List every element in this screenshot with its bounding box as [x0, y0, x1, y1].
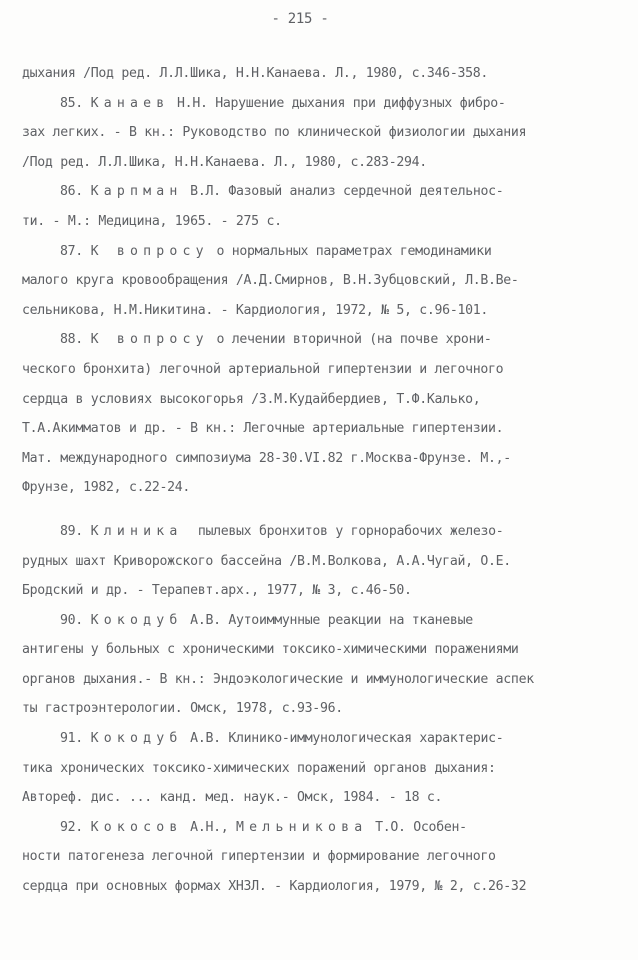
text-line: сердца в условиях высокогорья /З.М.Кудайбердиев, Т.Ф.Калько, [22, 391, 481, 407]
entry-first-line [22, 177, 618, 207]
entry-text-second: Т.О. Особен- [367, 819, 467, 835]
reference-list [22, 59, 618, 902]
entry-number: 91. [60, 731, 83, 747]
entry-number: 88. [60, 332, 83, 348]
entry-number: 92. [60, 819, 83, 835]
entry-number: 89. [60, 523, 83, 539]
entry-author: Кокосов [90, 819, 183, 835]
entry-text: А.Н., [182, 819, 237, 835]
entry-first-line [22, 813, 618, 843]
text-line: сельникова, Н.М.Никитина. - Кардиология, 1972, № 5, с.96-101. [22, 302, 489, 318]
text-line: зах легких. - В кн.: Руководство по клинической физиологии дыхания [22, 125, 527, 141]
entry-author: Канаев [90, 95, 170, 111]
entry-text: А.В. Аутоиммунные реакции на тканевые [182, 612, 473, 628]
entry-number: 85. [60, 95, 83, 111]
entry-author: К вопросу [90, 243, 209, 259]
text-line: ности патогенеза легочной гипертензии и формирование легочного [22, 849, 496, 865]
entry-text: о нормальных параметрах гемодинамики [208, 243, 492, 259]
text-line: Мат. международного симпозиума 28-30.VI.82 г.Москва-Фрунзе. М.,- [22, 450, 511, 466]
entry-first-line [22, 89, 618, 119]
text-line: дыхания /Под ред. Л.Л.Шика, Н.Н.Канаева. Л., 1980, с.346-358. [22, 66, 489, 81]
text-line: малого круга кровообращения /А.Д.Смирнов, В.Н.Зубцовский, Л.В.Ве- [22, 273, 519, 289]
text-line: Автореф. дис. ... канд. мед. наук.- Омск, 1984. - 18 с. [22, 790, 443, 806]
entry-first-line [22, 237, 618, 267]
entry-first-line [22, 517, 618, 547]
text-line: органов дыхания.- В кн.: Эндоэкологические и иммунологические аспек [22, 671, 534, 687]
text-line: ты гастроэнтерологии. Омск, 1978, с.93-96. [22, 701, 343, 717]
spacer [22, 503, 618, 517]
entry-number: 86. [60, 184, 83, 200]
entry-text: А.В. Клинико-иммунологическая характерис- [182, 731, 504, 747]
entry-author-second: Мельникова [236, 819, 368, 835]
entry-first-line [22, 606, 618, 636]
entry-author: Карпман [90, 184, 183, 200]
text-line: антигены у больных с хроническими токсико-химическими поражениями [22, 642, 519, 658]
entry-text: о лечении вторичной (на почве хрони- [208, 332, 492, 348]
text-line: ти. - М.: Медицина, 1965. - 275 с. [22, 213, 282, 229]
entry-number: 90. [60, 612, 83, 628]
entry-author: К вопросу [90, 332, 209, 348]
text-line: ческого бронхита) легочной артериальной гипертензии и легочного [22, 361, 504, 377]
entry-first-line [22, 325, 618, 355]
text-line: тика хронических токсико-химических поражений органов дыхания: [22, 760, 496, 776]
entry-first-line [22, 724, 618, 754]
entry-author: Клиника [90, 523, 183, 539]
text-line: Бродский и др. - Терапевт.арх., 1977, № 3, с.46-50. [22, 583, 412, 599]
entry-author: Кокодуб [90, 731, 183, 747]
text-line: рудных шахт Криворожского бассейна /В.М.Волкова, А.А.Чугай, О.Е. [22, 553, 511, 569]
entry-text: Н.Н. Нарушение дыхания при диффузных фибро- [169, 95, 506, 111]
text-line: сердца при основных формах ХНЗЛ. - Кардиология, 1979, № 2, с.26-32 [22, 879, 527, 895]
page-number: - 215 - [271, 11, 329, 27]
entry-text: пылевых бронхитов у горнорабочих железо- [182, 523, 504, 539]
entry-author: Кокодуб [90, 612, 183, 628]
text-line: Т.А.Акимматов и др. - В кн.: Легочные артериальные гипертензии. [22, 421, 504, 437]
text-line: /Под ред. Л.Л.Шика, Н.Н.Канаева. Л., 1980, с.283-294. [22, 154, 427, 170]
text-line: Фрунзе, 1982, с.22-24. [22, 480, 191, 496]
entry-text: В.Л. Фазовый анализ сердечной деятельнос- [182, 184, 504, 200]
entry-number: 87. [60, 243, 83, 259]
